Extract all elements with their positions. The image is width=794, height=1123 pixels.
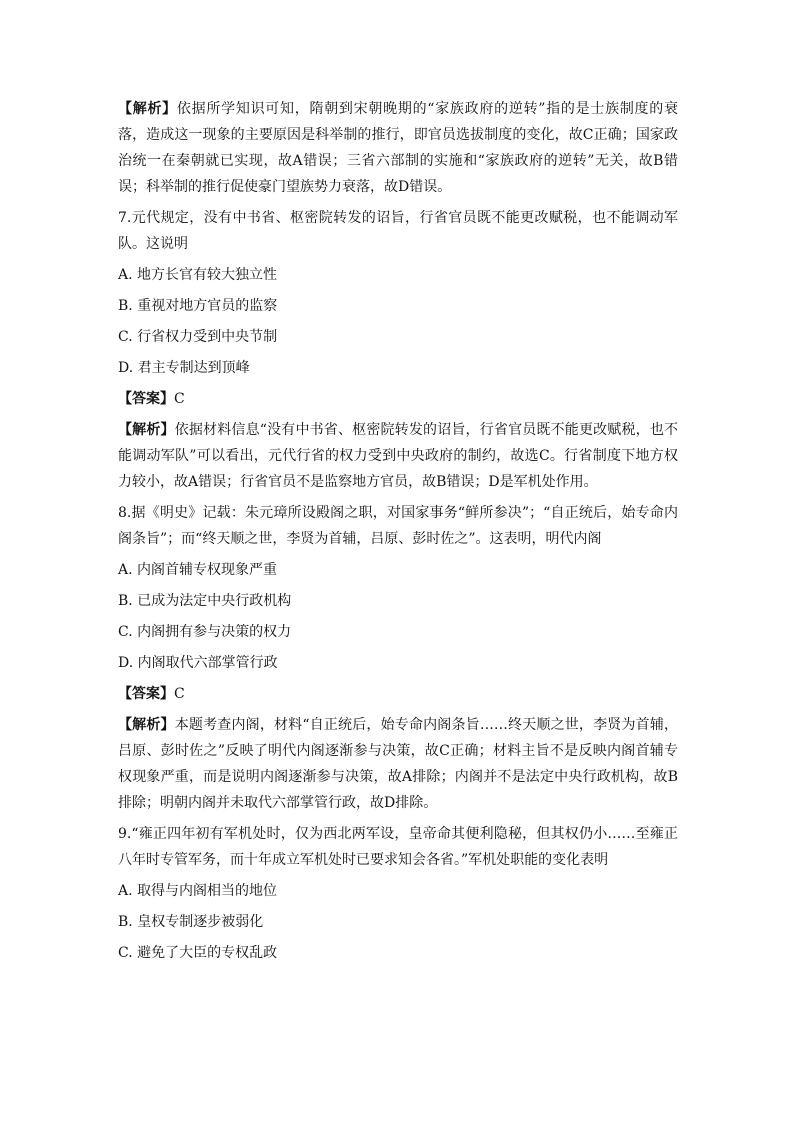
q8-option-a: A. 内阁首辅专权现象严重 bbox=[118, 562, 278, 578]
q8-option-d: D. 内阁取代六部掌管行政 bbox=[118, 655, 278, 671]
q7-answer bbox=[118, 386, 678, 412]
q7-option-b: B. 重视对地方官员的监察 bbox=[118, 298, 278, 314]
q7-option-a: A. 地方长官有较大独立性 bbox=[118, 267, 278, 283]
q7-option-c: C. 行省权力受到中央节制 bbox=[118, 329, 278, 345]
answer-value: C bbox=[174, 686, 185, 702]
q8-stem: 8.据《明史》记载：朱元璋所设殿阁之职，对国家事务“鲜所参决”；“自正统后，始专命内阁条旨”；而“终天顺之世，李贤为首辅，吕原、彭时佐之”。这表明，明代内阁 bbox=[118, 505, 678, 547]
analysis-text: 依据所学知识可知，隋朝到宋朝晚期的“家族政府的逆转”指的是士族制度的衰落，造成这一现象的主要原因是科举制的推行，即官员选拔制度的变化，故C正确；国家政治统一在秦朝就已实现，故A错误；三省六部制的实施和“家族政府的逆转”无关，故B错误；科举制的推行促使豪门望族势力衰落，故D错误。 bbox=[118, 101, 679, 195]
q9-option-a: A. 取得与内阁相当的地位 bbox=[118, 883, 278, 899]
q8-analysis bbox=[118, 712, 678, 816]
q6-analysis bbox=[118, 96, 678, 200]
q9-option-b: B. 皇权专制逐步被弱化 bbox=[118, 914, 264, 930]
answer-tag: 【答案】 bbox=[118, 391, 174, 407]
q8-answer bbox=[118, 681, 678, 707]
analysis-tag: 【解析】 bbox=[118, 717, 175, 733]
q7-stem: 7.元代规定，没有中书省、枢密院转发的诏旨，行省官员既不能更改赋税，也不能调动军队。这说明 bbox=[118, 210, 678, 252]
q9-stem: 9.“雍正四年初有军机处时，仅为西北两军设，皇帝命其便利隐秘，但其权仍小……至雍正八年时专管军务，而十年成立军机处时已要求知会各省。”军机处职能的变化表明 bbox=[118, 826, 678, 868]
q7-option-d: D. 君主专制达到顶峰 bbox=[118, 360, 250, 376]
analysis-tag: 【解析】 bbox=[118, 101, 177, 117]
answer-value: C bbox=[174, 391, 185, 407]
q9-option-c: C. 避免了大臣的专权乱政 bbox=[118, 945, 278, 961]
answer-tag: 【答案】 bbox=[118, 686, 174, 702]
q7-analysis bbox=[118, 417, 678, 495]
analysis-text: 依据材料信息“没有中书省、枢密院转发的诏旨，行省官员既不能更改赋税，也不能调动军队”可以看出，元代行省的权力受到中央政府的制约，故选C。行省制度下地方权力较小，故A错误；行省官员不是监察地方官员，故B错误；D是军机处作用。 bbox=[118, 422, 679, 490]
document-content bbox=[118, 96, 678, 971]
analysis-text: 本题考查内阁，材料“自正统后，始专命内阁条旨……终天顺之世，李贤为首辅，吕原、彭时佐之”反映了明代内阁逐渐参与决策，故C正确；材料主旨不是反映内阁首辅专权现象严重，而是说明内阁逐渐参与决策，故A排除；内阁并不是法定中央行政机构，故B排除；明朝内阁并未取代六部掌管行政，故D排除。 bbox=[118, 717, 679, 811]
analysis-tag: 【解析】 bbox=[118, 422, 175, 438]
q8-option-b: B. 已成为法定中央行政机构 bbox=[118, 593, 292, 609]
q8-option-c: C. 内阁拥有参与决策的权力 bbox=[118, 624, 292, 640]
